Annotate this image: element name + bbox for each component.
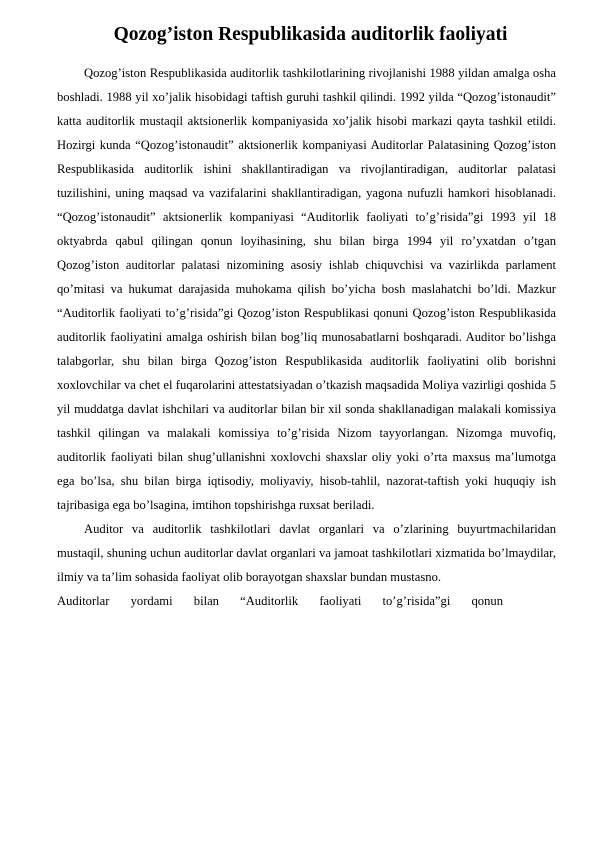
paragraph-continuation: Auditorlar yordami bilan “Auditorlik faoliyati to’g’risida”gi qonun [57,594,503,608]
paragraph-history: Qozog’iston Respublikasida auditorlik tashkilotlarining rivojlanishi 1988 yildan amalga osha boshladi. 1988 yil xo’jalik hisobidagi taftish guruhi tashkil qilindi. 1992 yilda “Qozog’istonaudit” katta auditorlik mustaqil aktsionerlik kompaniyasida xo’jalik hisobi markazi qayta tashkil etildi. Hozirgi kunda “Qozog’istonaudit” aktsionerlik kompaniyasi Auditorlar Palatasining Qozog’iston Respublikasida auditorlik ishini shakllantiradigan va rivojlantiradigan, auditorlar palatasi tuzilishini, uning maqsad va vazifalarini shakllantiradigan, yagona nufuzli hamkori hisoblanadi. “Qozog’istonaudit” aktsionerlik kompaniyasi “Auditorlik faoliyati to’g’risida”gi 1993 yil 18 oktyabrda qabul qilingan qonun loyihasining, shu bilan birga 1994 yil ro’yxatdan o’tgan Qozog’iston auditorlar palatasi nizomining asosiy ishlab chiquvchisi va vazirlikda parlament qo’mitasi va hukumat darajasida muhokama qilish bo’yicha bosh maslahatchi bo’ldi. Mazkur “Auditorlik faoliyati to’g’risida”gi Qozog’iston Respublikasi qonuni Qozog’iston Respublikasida auditorlik faoliyatini amalga oshirish bilan bog’liq munosabatlarni boshqaradi. Auditor bo’lishga talabgorlar, shu bilan birga Qozog’iston Respublikasida auditorlik faoliyatini olib borishni xoxlovchilar va chet el fuqarolarini attestatsiyadan o’tkazish maqsadida Moliya vazirligi qoshida 5 yil muddatga davlat ishchilari va auditorlar bilan bir xil sonda shakllanadigan malakali komissiya tashkil qilingan va malakali komissiya to’g’risida Nizom tayyorlangan. Nizomga muvofiq, auditorlik faoliyati bilan shug’ullanishni xoxlovchi shaxslar oliy yoki o’rta maxsus ma’lumotga ega bo’lsa, shu bilan birga iqtisodiy, moliyaviy, hisob-tahlil, nazorat-taftish yoki huquqiy ish tajribasiga ega bo’lsagina, imtihon topshirishga ruxsat beriladi. [57,66,556,512]
document-title: Qozog’iston Respublikasida auditorlik faoliyati [113,24,508,45]
paragraph-independence: Auditor va auditorlik tashkilotlari davlat organlari va o’zlarining buyurtmachilaridan mustaqil, shuning uchun auditorlar davlat organlari va jamoat tashkilotlari xizmatida bo’lmaydilar, ilmiy va ta’lim sohasida faoliyat olib borayotgan shaxslar bundan mustasno. [57,522,556,584]
